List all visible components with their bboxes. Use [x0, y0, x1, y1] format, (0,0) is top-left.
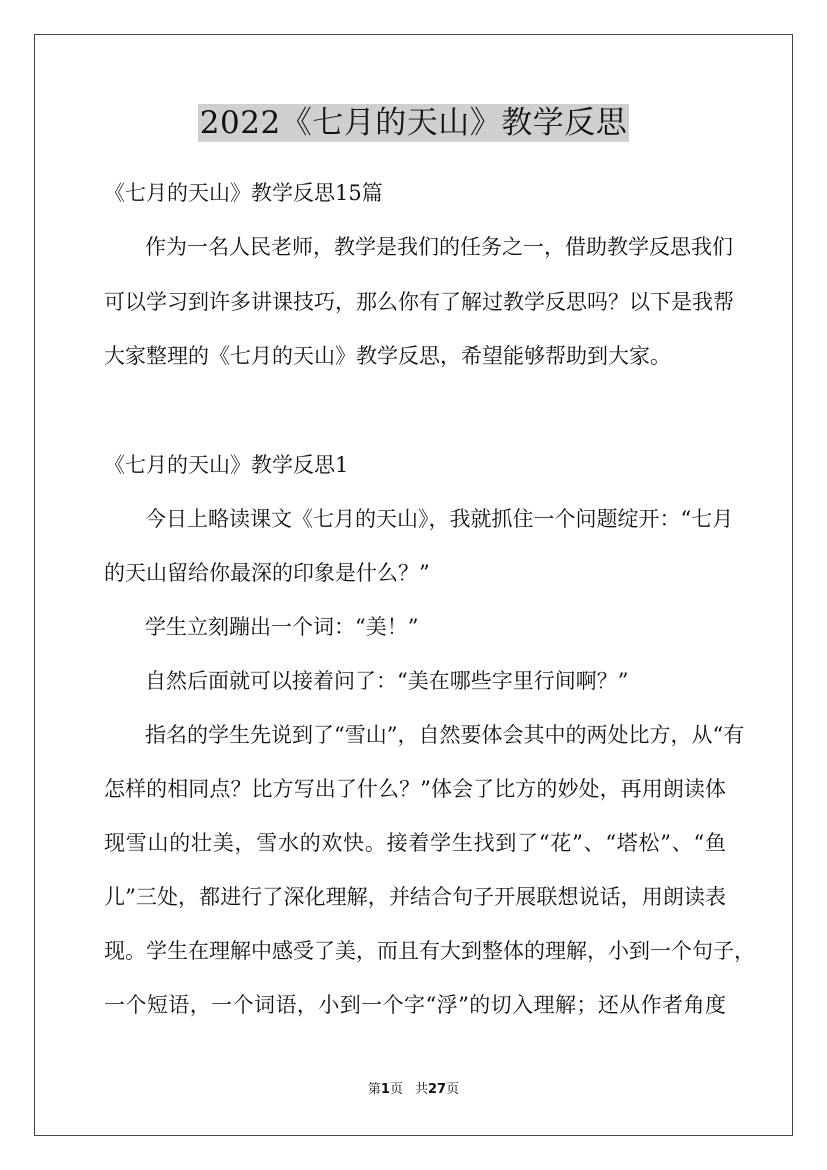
page-footer	[0, 1082, 827, 1098]
body-line-9: 现。学生在理解中感受了美，而且有大到整体的理解，小到一个句子，	[104, 939, 755, 963]
body-line-8: 儿”三处，都进行了深化理解，并结合句子开展联想说话，用朗读表	[104, 885, 726, 909]
body-line-5: 指名的学生先说到了“雪山”，自然要体会其中的两处比方，从“有	[145, 723, 745, 747]
total-suffix: 页	[446, 1082, 460, 1097]
page-number: 1	[380, 1082, 390, 1097]
section-heading: 《七月的天山》教学反思1	[104, 453, 349, 477]
page-prefix: 第	[367, 1082, 381, 1097]
page-suffix: 页	[389, 1082, 403, 1097]
document-title: 2022《七月的天山》教学反思	[199, 105, 628, 141]
total-pages: 27	[427, 1082, 447, 1097]
body-line-2: 的天山留给你最深的印象是什么？”	[104, 561, 430, 585]
intro-line-1: 作为一名人民老师，教学是我们的任务之一，借助教学反思我们	[145, 235, 733, 259]
total-prefix: 共	[414, 1082, 428, 1097]
body-line-3: 学生立刻蹦出一个词：“美！”	[145, 615, 419, 639]
body-line-10: 一个短语，一个词语，小到一个字“浮”的切入理解；还从作者角度	[104, 993, 726, 1017]
body-line-4: 自然后面就可以接着问了：“美在哪些字里行间啊？”	[145, 669, 629, 693]
intro-line-3: 大家整理的《七月的天山》教学反思，希望能够帮助到大家。	[104, 344, 671, 368]
body-line-6: 怎样的相同点？比方写出了什么？”体会了比方的妙处，再用朗读体	[104, 777, 726, 801]
document-subtitle: 《七月的天山》教学反思15篇	[104, 181, 383, 205]
body-line-1: 今日上略读课文《七月的天山》，我就抓住一个问题绽开：“七月	[145, 507, 734, 531]
title-container	[0, 104, 827, 142]
intro-line-2: 可以学习到许多讲课技巧，那么你有了解过教学反思吗？以下是我帮	[104, 290, 734, 314]
body-line-7: 现雪山的壮美，雪水的欢快。接着学生找到了“花”、“塔松”、“鱼	[104, 831, 726, 855]
